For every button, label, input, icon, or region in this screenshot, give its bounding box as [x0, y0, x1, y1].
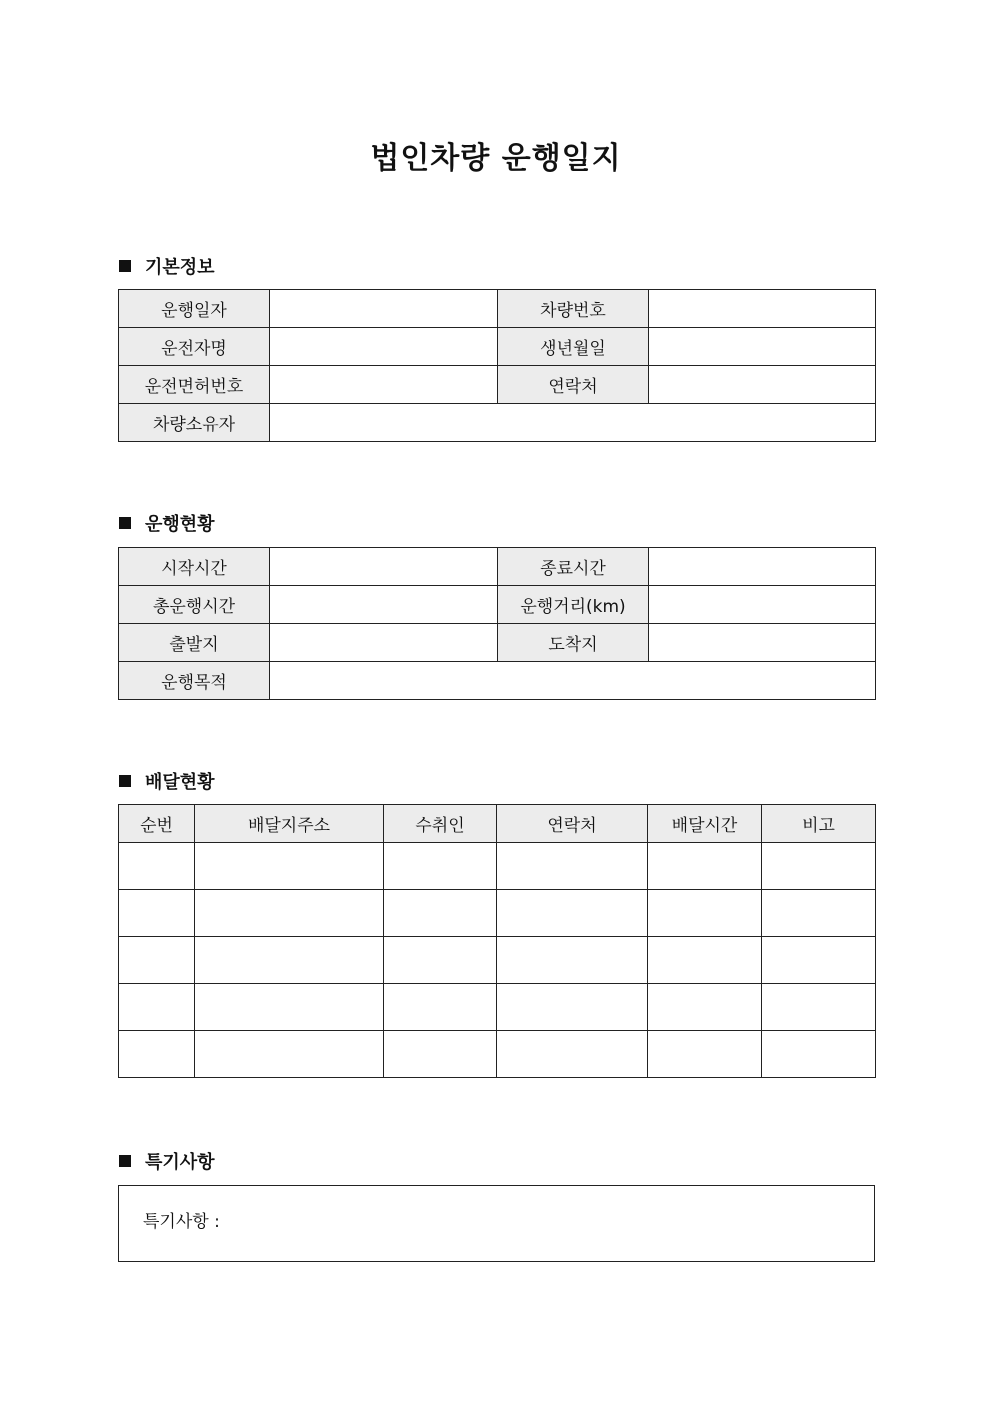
table-row	[119, 984, 876, 1031]
table-cell[interactable]	[384, 984, 497, 1031]
table-row	[119, 843, 876, 890]
square-bullet-icon	[119, 517, 131, 529]
section-title: 특기사항	[145, 1152, 215, 1173]
table-cell[interactable]	[497, 1031, 648, 1078]
table-cell[interactable]	[497, 984, 648, 1031]
purpose-label: 운행목적	[119, 662, 270, 700]
distance-field[interactable]	[649, 586, 876, 624]
license-number-field[interactable]	[270, 366, 498, 404]
square-bullet-icon	[119, 260, 131, 272]
table-cell[interactable]	[497, 890, 648, 937]
table-cell[interactable]	[648, 937, 762, 984]
column-header-recipient: 수취인	[384, 805, 497, 843]
table-cell[interactable]	[119, 937, 195, 984]
section-title: 운행현황	[145, 514, 215, 535]
delivery-table	[118, 804, 876, 1078]
distance-label: 운행거리(km)	[498, 586, 649, 624]
table-row	[119, 890, 876, 937]
section-title: 기본정보	[145, 257, 215, 278]
table-cell[interactable]	[384, 843, 497, 890]
square-bullet-icon	[119, 1155, 131, 1167]
departure-label: 출발지	[119, 624, 270, 662]
table-row	[119, 1031, 876, 1078]
column-header-address: 배달지주소	[195, 805, 384, 843]
vehicle-number-label: 차량번호	[498, 290, 649, 328]
end-time-field[interactable]	[649, 548, 876, 586]
page-title: 법인차량 운행일지	[370, 141, 622, 176]
table-cell[interactable]	[762, 1031, 876, 1078]
notes-box[interactable]	[118, 1185, 875, 1262]
table-cell[interactable]	[195, 937, 384, 984]
start-time-label: 시작시간	[119, 548, 270, 586]
operation-table	[118, 547, 876, 700]
table-cell[interactable]	[195, 843, 384, 890]
contact-field[interactable]	[649, 366, 876, 404]
table-cell[interactable]	[648, 984, 762, 1031]
section-heading-delivery	[119, 768, 215, 794]
column-header-delivery-time: 배달시간	[648, 805, 762, 843]
table-cell[interactable]	[384, 1031, 497, 1078]
table-cell[interactable]	[497, 937, 648, 984]
section-heading-notes	[119, 1148, 215, 1174]
license-number-label: 운전면허번호	[119, 366, 270, 404]
table-cell[interactable]	[384, 890, 497, 937]
vehicle-number-field[interactable]	[649, 290, 876, 328]
contact-label: 연락처	[498, 366, 649, 404]
table-cell[interactable]	[762, 890, 876, 937]
table-cell[interactable]	[648, 1031, 762, 1078]
column-header-remarks: 비고	[762, 805, 876, 843]
operation-date-label: 운행일자	[119, 290, 270, 328]
basic-info-table	[118, 289, 876, 442]
departure-field[interactable]	[270, 624, 498, 662]
table-row	[119, 937, 876, 984]
table-cell[interactable]	[119, 843, 195, 890]
table-cell[interactable]	[119, 890, 195, 937]
birth-date-label: 생년월일	[498, 328, 649, 366]
arrival-label: 도착지	[498, 624, 649, 662]
section-heading-operation	[119, 510, 215, 536]
column-header-contact: 연락처	[497, 805, 648, 843]
notes-label: 특기사항 :	[143, 1212, 220, 1232]
birth-date-field[interactable]	[649, 328, 876, 366]
end-time-label: 종료시간	[498, 548, 649, 586]
table-cell[interactable]	[195, 1031, 384, 1078]
total-time-field[interactable]	[270, 586, 498, 624]
total-time-label: 총운행시간	[119, 586, 270, 624]
vehicle-owner-label: 차량소유자	[119, 404, 270, 442]
section-heading-basic	[119, 253, 215, 279]
driver-name-field[interactable]	[270, 328, 498, 366]
table-cell[interactable]	[497, 843, 648, 890]
table-cell[interactable]	[762, 937, 876, 984]
table-cell[interactable]	[195, 984, 384, 1031]
vehicle-owner-field[interactable]	[270, 404, 876, 442]
table-cell[interactable]	[119, 984, 195, 1031]
table-cell[interactable]	[648, 843, 762, 890]
square-bullet-icon	[119, 775, 131, 787]
driver-name-label: 운전자명	[119, 328, 270, 366]
arrival-field[interactable]	[649, 624, 876, 662]
start-time-field[interactable]	[270, 548, 498, 586]
column-header-seq: 순번	[119, 805, 195, 843]
section-title: 배달현황	[145, 772, 215, 793]
table-cell[interactable]	[762, 984, 876, 1031]
table-cell[interactable]	[195, 890, 384, 937]
purpose-field[interactable]	[270, 662, 876, 700]
table-cell[interactable]	[384, 937, 497, 984]
table-cell[interactable]	[648, 890, 762, 937]
operation-date-field[interactable]	[270, 290, 498, 328]
table-cell[interactable]	[762, 843, 876, 890]
table-cell[interactable]	[119, 1031, 195, 1078]
